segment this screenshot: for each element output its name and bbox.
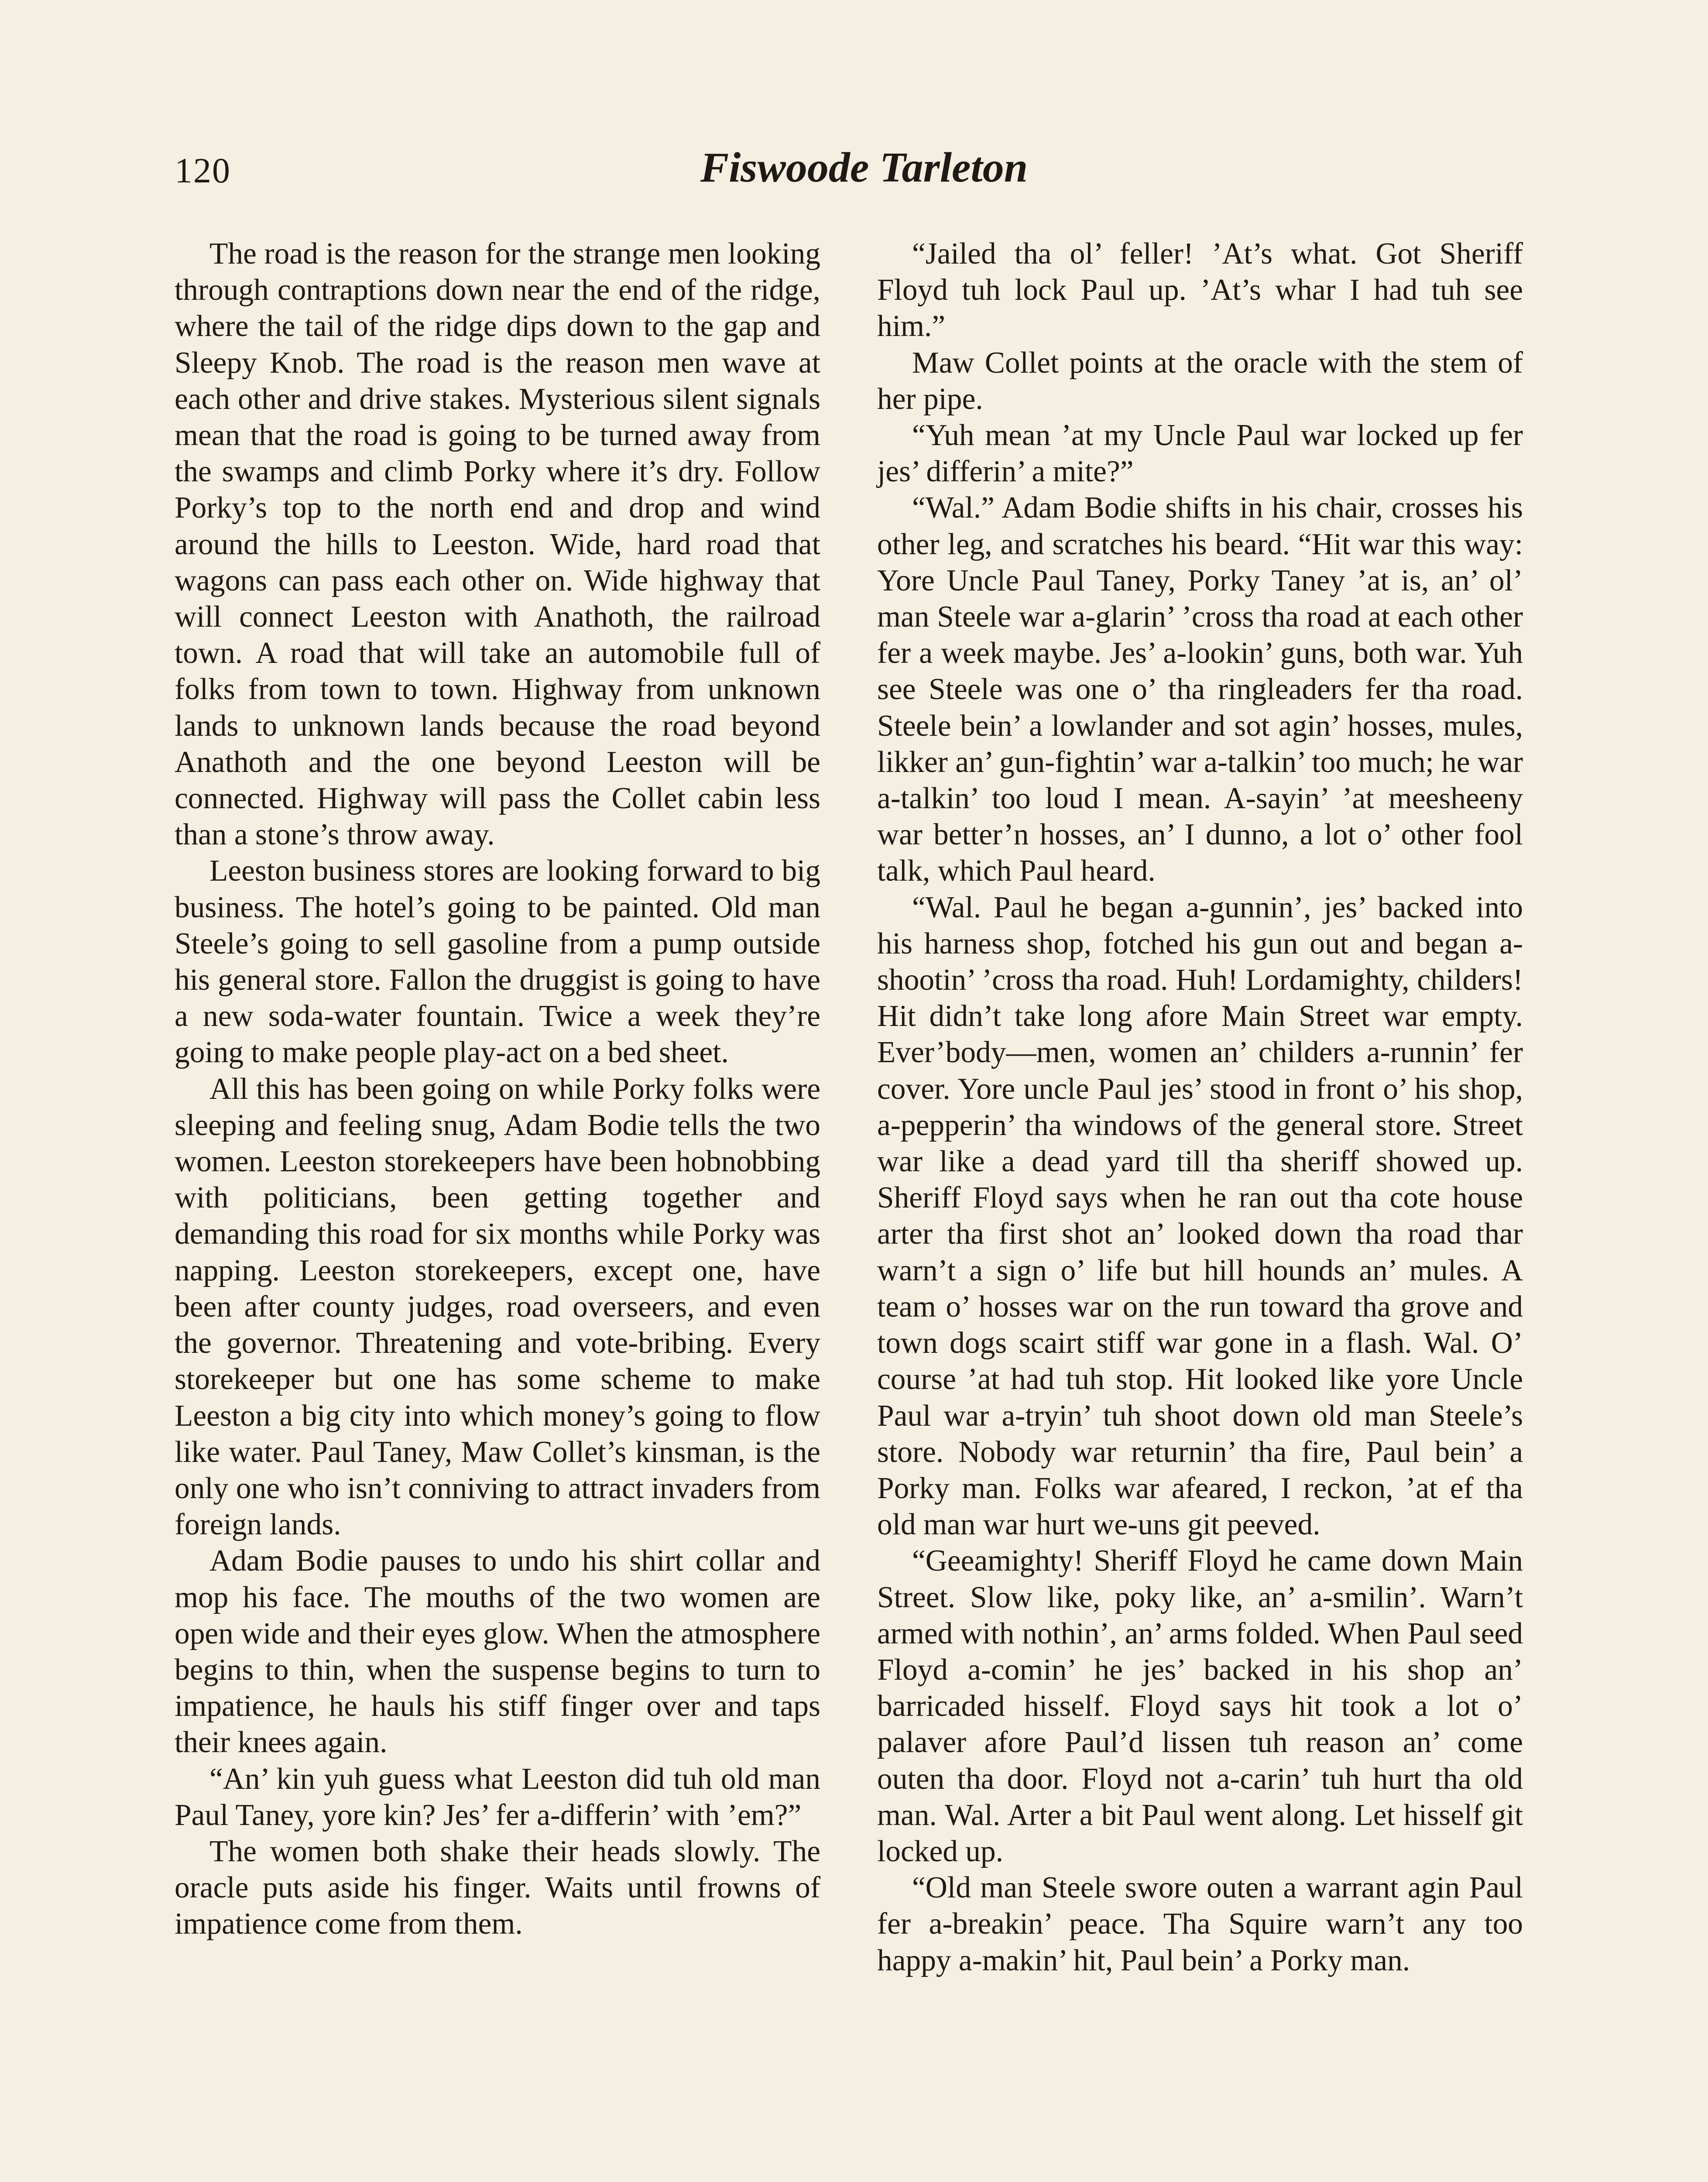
- paragraph: “Old man Steele swore outen a warrant agin Paul fer a-breakin’ peace. Tha Squire warn’t any too happy a-makin’ hit, Paul bein’ a Porky man.: [877, 1871, 1523, 1977]
- paragraph: Adam Bodie pauses to undo his shirt collar and mop his face. The mouths of the two women are open wide and their eyes glow. When the atmosphere begins to thin, when the suspense begins to turn to impatience, he hauls his stiff finger over and taps their knees again.: [175, 1544, 820, 1760]
- page-number: 120: [175, 151, 231, 190]
- left-column: [175, 236, 820, 1942]
- paragraph: “Wal.” Adam Bodie shifts in his chair, crosses his other leg, and scratches his beard. “Hit war this way: Yore Uncle Paul Taney, Porky Taney ’at is, an’ ol’ man Steele war a-glarin’ ’cross tha road at each other fer a week maybe. Jes’ a-lookin’ guns, both war. Yuh see Steele was one o’ tha ringleaders fer tha road. Steele bein’ a lowlander and sot agin’ hosses, mules, likker an’ gun-fightin’ war a-talkin’ too much; he war a-talkin’ too loud I mean. A-sayin’ ’at meesheeny war better’n hosses, an’ I dunno, a lot o’ other fool talk, which Paul heard.: [877, 491, 1523, 888]
- paragraph: “Wal. Paul he began a-gunnin’, jes’ backed into his harness shop, fotched his gun out and began a-shootin’ ’cross tha road. Huh! Lordamighty, childers! Hit didn’t take long afore Main Street war empty. Ever’body—men, women an’ childers a-runnin’ fer cover. Yore uncle Paul jes’ stood in front o’ his shop, a-pepperin’ tha windows of the general store. Street war like a dead yard till tha sheriff showed up. Sheriff Floyd says when he ran out tha cote house arter tha first shot an’ looked down tha road thar warn’t a sign o’ life but hill hounds an’ mules. A team o’ hosses war on the run toward tha grove and town dogs scairt stiff war gone in a flash. Wal. O’ course ’at had tuh stop. Hit looked like yore Uncle Paul war a-tryin’ tuh shoot down old man Steele’s store. Nobody war returnin’ tha fire, Paul bein’ a Porky man. Folks war afeared, I reckon, ’at ef tha old man war hurt we-uns git peeved.: [877, 890, 1523, 1542]
- paragraph: All this has been going on while Porky folks were sleeping and feeling snug, Adam Bodie tells the two women. Leeston storekeepers have been hobnobbing with politicians, been getting together and demanding this road for six months while Porky was napping. Leeston storekeepers, except one, have been after county judges, road overseers, and even the governor. Threatening and vote-bribing. Every storekeeper but one has some scheme to make Leeston a big city into which money’s going to flow like water. Paul Taney, Maw Collet’s kinsman, is the only one who isn’t conniving to attract invaders from foreign lands.: [175, 1072, 820, 1542]
- paragraph: The road is the reason for the strange men looking through contraptions down near the end of the ridge, where the tail of the ridge dips down to the gap and Sleepy Knob. The road is the reason men wave at each other and drive stakes. Mysterious silent signals mean that the road is going to be turned away from the swamps and climb Porky where it’s dry. Follow Porky’s top to the north end and drop and wind around the hills to Leeston. Wide, hard road that wagons can pass each other on. Wide highway that will connect Leeston with Anathoth, the railroad town. A road that will take an automobile full of folks from town to town. Highway from unknown lands to unknown lands because the road beyond Anathoth and the one beyond Leeston will be connected. Highway will pass the Collet cabin less than a stone’s throw away.: [175, 237, 820, 852]
- right-column: [877, 236, 1523, 1979]
- paragraph: “Geeamighty! Sheriff Floyd he came down Main Street. Slow like, poky like, an’ a-smilin’. Warn’t armed with nothin’, an’ arms folded. When Paul seed Floyd a-comin’ he jes’ backed in his shop an’ barricaded hisself. Floyd says hit took a lot o’ palaver afore Paul’d lissen tuh reason an’ come outen tha door. Floyd not a-carin’ tuh hurt tha old man. Wal. Arter a bit Paul went along. Let hisself git locked up.: [877, 1544, 1523, 1868]
- paragraph: Leeston business stores are looking forward to big business. The hotel’s going to be painted. Old man Steele’s going to sell gasoline from a pump outside his general store. Fallon the druggist is going to have a new soda-water fountain. Twice a week they’re going to make people play-act on a bed sheet.: [175, 854, 820, 1070]
- running-head: Fiswoode Tarleton: [700, 144, 1028, 191]
- paragraph: The women both shake their heads slowly. The oracle puts aside his finger. Waits until frowns of impatience come from them.: [175, 1834, 820, 1941]
- paragraph: Maw Collet points at the oracle with the stem of her pipe.: [877, 346, 1523, 416]
- paragraph: “Yuh mean ’at my Uncle Paul war locked up fer jes’ differin’ a mite?”: [877, 419, 1523, 489]
- paragraph: “An’ kin yuh guess what Leeston did tuh old man Paul Taney, yore kin? Jes’ fer a-differin’ with ’em?”: [175, 1762, 820, 1832]
- paragraph: “Jailed tha ol’ feller! ’At’s what. Got Sheriff Floyd tuh lock Paul up. ’At’s whar I had tuh see him.”: [877, 237, 1523, 343]
